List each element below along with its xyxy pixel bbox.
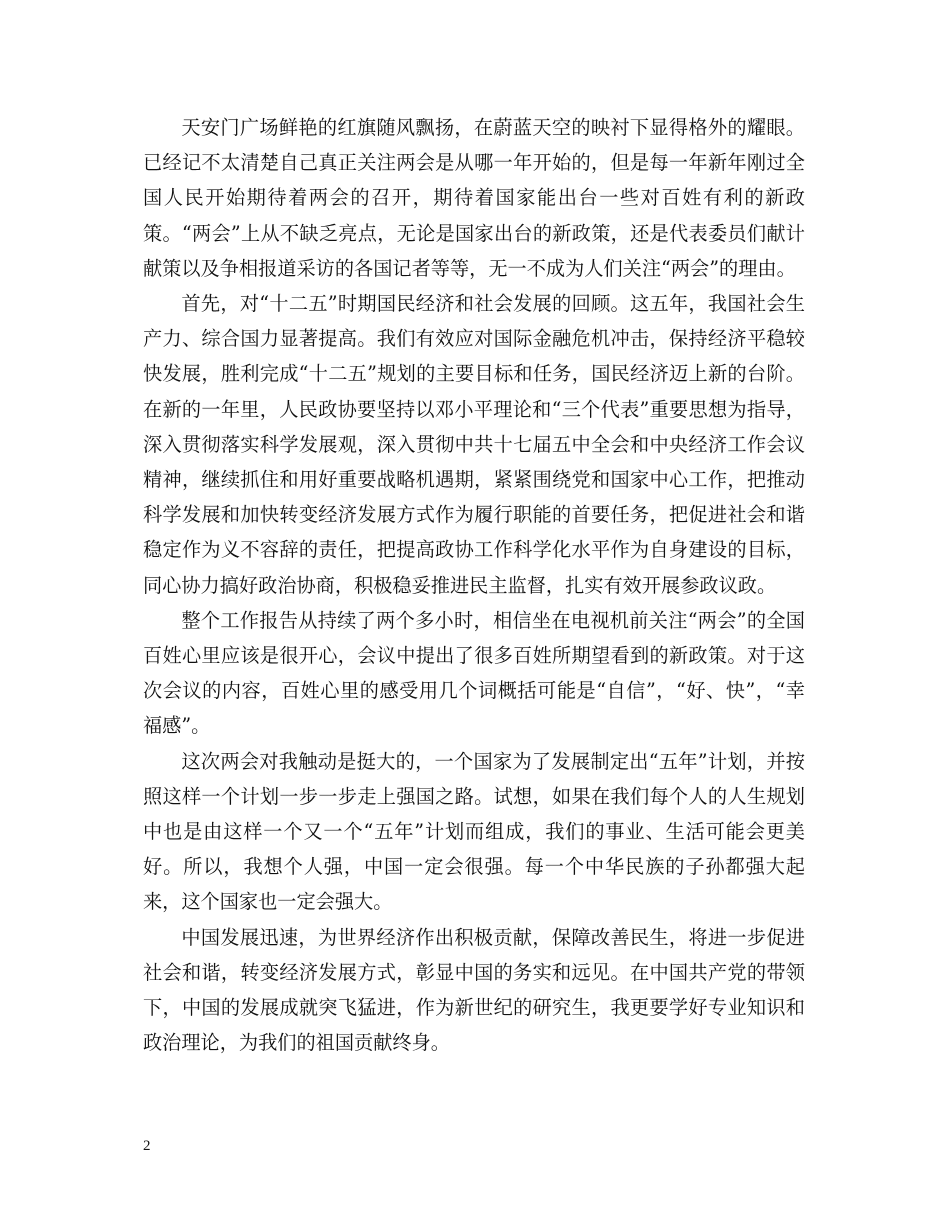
paragraph-5: 中国发展迅速，为世界经济作出积极贡献，保障改善民生，将进一步促进社会和谐，转变经济发展方式，彰显中国的务实和远见。在中国共产党的带领下，中国的发展成就突飞猛进，作为新世纪的研究生，我更要学好专业知识和政治理论，为我们的祖国贡献终身。 bbox=[143, 925, 805, 1055]
paragraph-1: 天安门广场鲜艳的红旗随风飘扬，在蔚蓝天空的映衬下显得格外的耀眼。已经记不太清楚自己真正关注两会是从哪一年开始的，但是每一年新年刚过全国人民开始期待着两会的召开，期待着国家能出台一些对百姓有利的新政策。“两会”上从不缺乏亮点，无论是国家出台的新政策，还是代表委员们献计献策以及争相报道采访的各国记者等等，无一不成为人们关注“两会”的理由。 bbox=[143, 116, 805, 280]
paragraph-2: 首先，对“十二五”时期国民经济和社会发展的回顾。这五年，我国社会生产力、综合国力显著提高。我们有效应对国际金融危机冲击，保持经济平稳较快发展，胜利完成“十二五”规划的主要目标和任务，国民经济迈上新的台阶。在新的一年里，人民政协要坚持以邓小平理论和“三个代表”重要思想为指导，深入贯彻落实科学发展观，深入贯彻中共十七届五中全会和中央经济工作会议精神，继续抓住和用好重要战略机遇期，紧紧围绕党和国家中心工作，把推动科学发展和加快转变经济发展方式作为履行职能的首要任务，把促进社会和谐稳定作为义不容辞的责任，把提高政协工作科学化水平作为自身建设的目标，同心协力搞好政治协商，积极稳妥推进民主监督，扎实有效开展参政议政。 bbox=[143, 292, 805, 597]
page-number: 2 bbox=[143, 1138, 151, 1154]
paragraph-3: 整个工作报告从持续了两个多小时，相信坐在电视机前关注“两会”的全国百姓心里应该是很开心，会议中提出了很多百姓所期望看到的新政策。对于这次会议的内容，百姓心里的感受用几个词概括可能是“自信”，“好、快”，“幸福感”。 bbox=[143, 608, 805, 738]
document-body bbox=[143, 110, 805, 1060]
paragraph-4: 这次两会对我触动是挺大的，一个国家为了发展制定出“五年”计划，并按照这样一个计划一步一步走上强国之路。试想，如果在我们每个人的人生规划中也是由这样一个又一个“五年”计划而组成，我们的事业、生活可能会更美好。所以，我想个人强，中国一定会很强。每一个中华民族的子孙都强大起来，这个国家也一定会强大。 bbox=[143, 749, 805, 914]
